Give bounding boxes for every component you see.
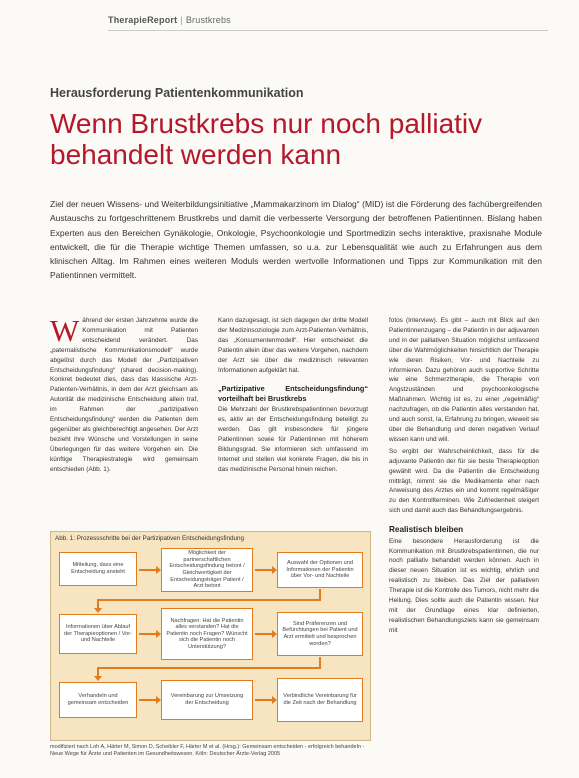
- body-column-3: [389, 316, 539, 746]
- col1-paragraph: ährend der ersten Jahrzehnte wurde die Kommunikation mit Patienten entscheidend verändert. Das „paternalistische Kommunikationsmodell“ wurde abgelöst durch das Modell der „Partizipativen Entscheidungsfindung“ (shared decision-making). Konkret bedeutet dies, dass das klassische Arzt-Patienten-Verhältnis, in dem der Arzt gleichsam als Autorität die medizinische Entscheidung allein traf, im Rahmen der „partizipativen Entscheidungsfindung“ werden die Patienten dem gegenüber als gleichberechtigt angesehen. Der Arzt bezieht ihre Wünsche und Vorstellungen in seine Überlegungen für das weitere Vorgehen ein. Die künftige Therapiestrategie wird gemeinsam entschieden (Abb. 1).: [50, 317, 198, 473]
- article-title: Wenn Brustkrebs nur noch palliativ behandelt werden kann: [50, 108, 483, 170]
- col3-paragraph-2: So ergibt der Wahrscheinlichkeit, dass für die adjuvante Patientin der für sie beste Therapieoption gewählt wird. Da die Patientin die Entscheidung mitträgt, nimmt sie die Medikamente eher nach Anweisung des Arztes ein und kommt regelmäßiger zu den Kontrollterminen. Wie Zufriedenheit steigert sich und damit auch das Behandlungsergebnis.: [389, 447, 539, 515]
- col3-paragraph-1: fotos (Interview). Es gibt – auch mit Blick auf den Patientinnenzugang – die Patientin in der adjuvanten und in der palliativen Situation möglichst umfassend über die Wahlmöglichkeiten hinsichtlich der Therapie wie deren Risiken, Vor- und Nachteile zu informieren. Dazu gehören auch supportive Schritte wie eine Schmerztherapie, die Therapie von Angstzuständen und psychoonkologische Maßnahmen. Wichtig ist es, zu einer „regelmäßig“ nachzufragen, ob die Patientin alles verstanden hat, und auch sonst, Ia, Erfahrung zu bringen, wieweit sie über die Behandlung und deren negativen Verlauf wissen kann und will.: [389, 317, 539, 443]
- header-rule: [108, 30, 548, 31]
- process-box-2-text: Möglichkeit der partnerschaftlichen Entscheidungsfindung betont / Gleichwertigkeit der Entscheidungsträger Patient / Arzt betont: [169, 550, 245, 590]
- connector-3-4: [98, 589, 320, 610]
- process-box-3-text: Auswahl der Optionen und Informationen der Patientin über Vor- und Nachteile: [286, 560, 354, 580]
- process-box-7-text: Verhandeln und gemeinsam entscheiden: [67, 693, 129, 706]
- connector-3-4-head: [94, 608, 102, 613]
- header-section: Brustkrebs: [185, 15, 231, 25]
- row-connectors: [51, 532, 372, 742]
- col2-paragraph-1: Kann dazugesagt, ist sich dagegen der dritte Modell der Medizinsoziologie zum Arzt-Patienten-Verhältnis, das „Konsumentenmodell“. Hier entscheidet die Patientin allein über das weitere Vorgehen, nachdem der Arzt sie über die medizinisch relevanten Informationen aufgeklärt hat.: [218, 317, 368, 374]
- process-box-6-text: Sind Präferenzen und Befürchtungen bei Patient und Arzt ermittelt und besprochen worden?: [282, 620, 358, 647]
- header-separator: |: [180, 15, 183, 25]
- body-column-1: [50, 316, 198, 526]
- header-brand: TherapieReport: [108, 15, 178, 25]
- process-box-9-text: Verbindliche Vereinbarung für die Zeit nach der Behandlung: [283, 693, 357, 706]
- figure-title: Abb. 1: Prozessschritte bei der Partizipativen Entscheidungsfindung: [55, 535, 245, 542]
- running-header: [108, 15, 231, 25]
- article-lead: Ziel der neuen Wissens- und Weiterbildungsinitiative „Mammakarzinom im Dialog“ (MID) ist die Förderung des fachübergreifenden Austauschs zu fortgeschrittenem Brustkrebs und damit die verbesserte Versorgung der betroffenen Patientinnen. Bislang haben Experten aus den Bereichen Gynäkologie, Onkologie, Psychoonkologie und Sportmedizin sechs interaktive, praxisnahe Module entwickelt, die für die Therapie wichtige Themen umfassen, so u.a. zur Lebensqualität wie auch zu Erfahrungen aus dem klinischen Alltag. Im Rahmen eines weiteren Moduls werden wertvolle Informationen und Tipps zur Kommunikation mit den Patientinnen vermittelt.: [50, 199, 542, 281]
- process-figure: [50, 531, 371, 741]
- col2-paragraph-2: Die Mehrzahl der Brustkrebspatientinnen bevorzugt es, aktiv an der Entscheidungsfindung beteiligt zu werden. Das gilt insbesondere für jüngere Patientinnen sowie für Patientinnen mit höherem Bildungsgrad. Sie informieren sich umfassend im Internet und stellen viel konkrete Fragen, die bis in das medizinische Personal hinein reichen.: [218, 406, 368, 473]
- drop-cap: W: [50, 316, 80, 348]
- col3-subheading: Realistisch bleiben: [389, 525, 464, 535]
- connector-6-7-head: [94, 676, 102, 681]
- process-box-5-text: Nachfragen: Hat die Patientin alles verstanden? Hat die Patientin noch Fragen? Wünscht sich die Patientin noch Unterstützung?: [166, 617, 248, 650]
- process-box-8-text: Vereinbarung zur Umsetzung der Entscheidung: [170, 693, 244, 706]
- article-kicker: Herausforderung Patientenkommunikation: [50, 86, 304, 100]
- process-box-1-text: Mitteilung, dass eine Entscheidung ansteht: [71, 562, 125, 575]
- figure-caption: modifiziert nach Loh A, Härter M, Simon D, Scheibler F, Härter M et al. (Hrsg.): Gemeinsam entscheiden - erfolgreich behandeln - Neue Wege für Ärzte und Patienten im Gesundheitswesen. Köln: Deutscher Ärzte-Verlag 2005: [50, 744, 365, 758]
- connector-6-7: [98, 657, 320, 678]
- process-box-4-text: Informationen über Ablauf der Therapieoptionen / Vor- und Nachteile: [64, 624, 132, 644]
- col3-paragraph-3: Eine besondere Herausforderung ist die Kommunikation mit Brustkrebspatientinnen, die nur noch palliativ behandelt werden können. Auch in dieser neuen Situation ist es wichtig, ehrlich und realistisch zu bleiben. Das Ziel der palliativen Therapie ist die Kontrolle des Tumors, nicht mehr die Heilung. Dies sollte auch die Patientin wissen. Nur mit der Grundlage eines klar definierten, realistischen Behandlungsziels kann sie gemeinsam mit: [389, 537, 539, 634]
- col2-subheading: „Partizipative Entscheidungsfindung“ vorteilhaft bei Brustkrebs: [218, 384, 368, 403]
- body-column-2: [218, 316, 368, 526]
